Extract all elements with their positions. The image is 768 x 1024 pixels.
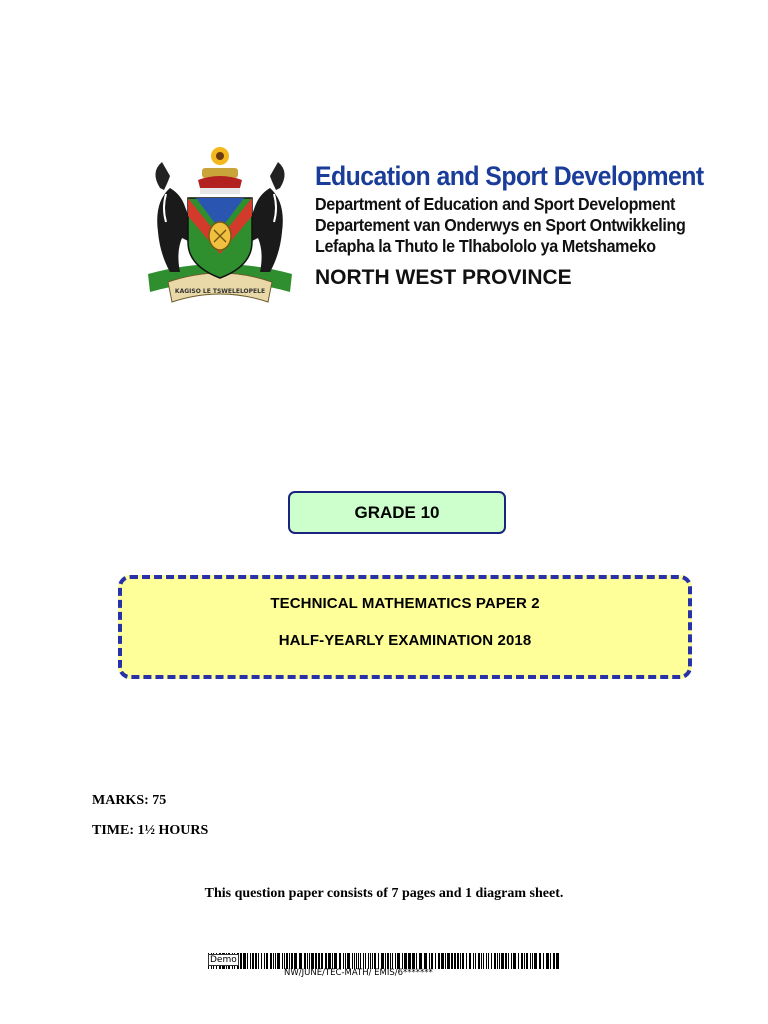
svg-text:KAGISO LE TSWELELOPELE: KAGISO LE TSWELELOPELE [174,288,266,295]
department-name-afrikaans: Departement van Onderwys en Sport Ontwikkeling [315,215,686,235]
time-text: TIME: 1½ HOURS [92,823,209,838]
barcode-caption: NW/JUNE/TEC-MATH/ EMIS/6******* [284,968,433,978]
subject-title: TECHNICAL MATHEMATICS PAPER 2 [270,595,540,612]
demo-watermark-label: Demo [210,955,237,965]
department-header [315,158,755,291]
coat-of-arms-logo [140,142,300,310]
barcode-image [208,953,560,969]
subject-box [118,575,692,679]
marks-text: MARKS: 75 [92,793,167,808]
exam-title: HALF-YEARLY EXAMINATION 2018 [278,632,532,649]
grade-box [288,491,506,534]
province-name: NORTH WEST PROVINCE [315,266,572,289]
grade-label: GRADE 10 [354,502,440,522]
department-name-setswana: Lefapha la Thuto le Tlhabololo ya Metshameko [315,236,656,256]
page-count-notice: This question paper consists of 7 pages and 1 diagram sheet. [204,886,564,901]
department-title: Education and Sport Development [315,161,704,191]
department-name-english: Department of Education and Sport Development [315,194,676,214]
